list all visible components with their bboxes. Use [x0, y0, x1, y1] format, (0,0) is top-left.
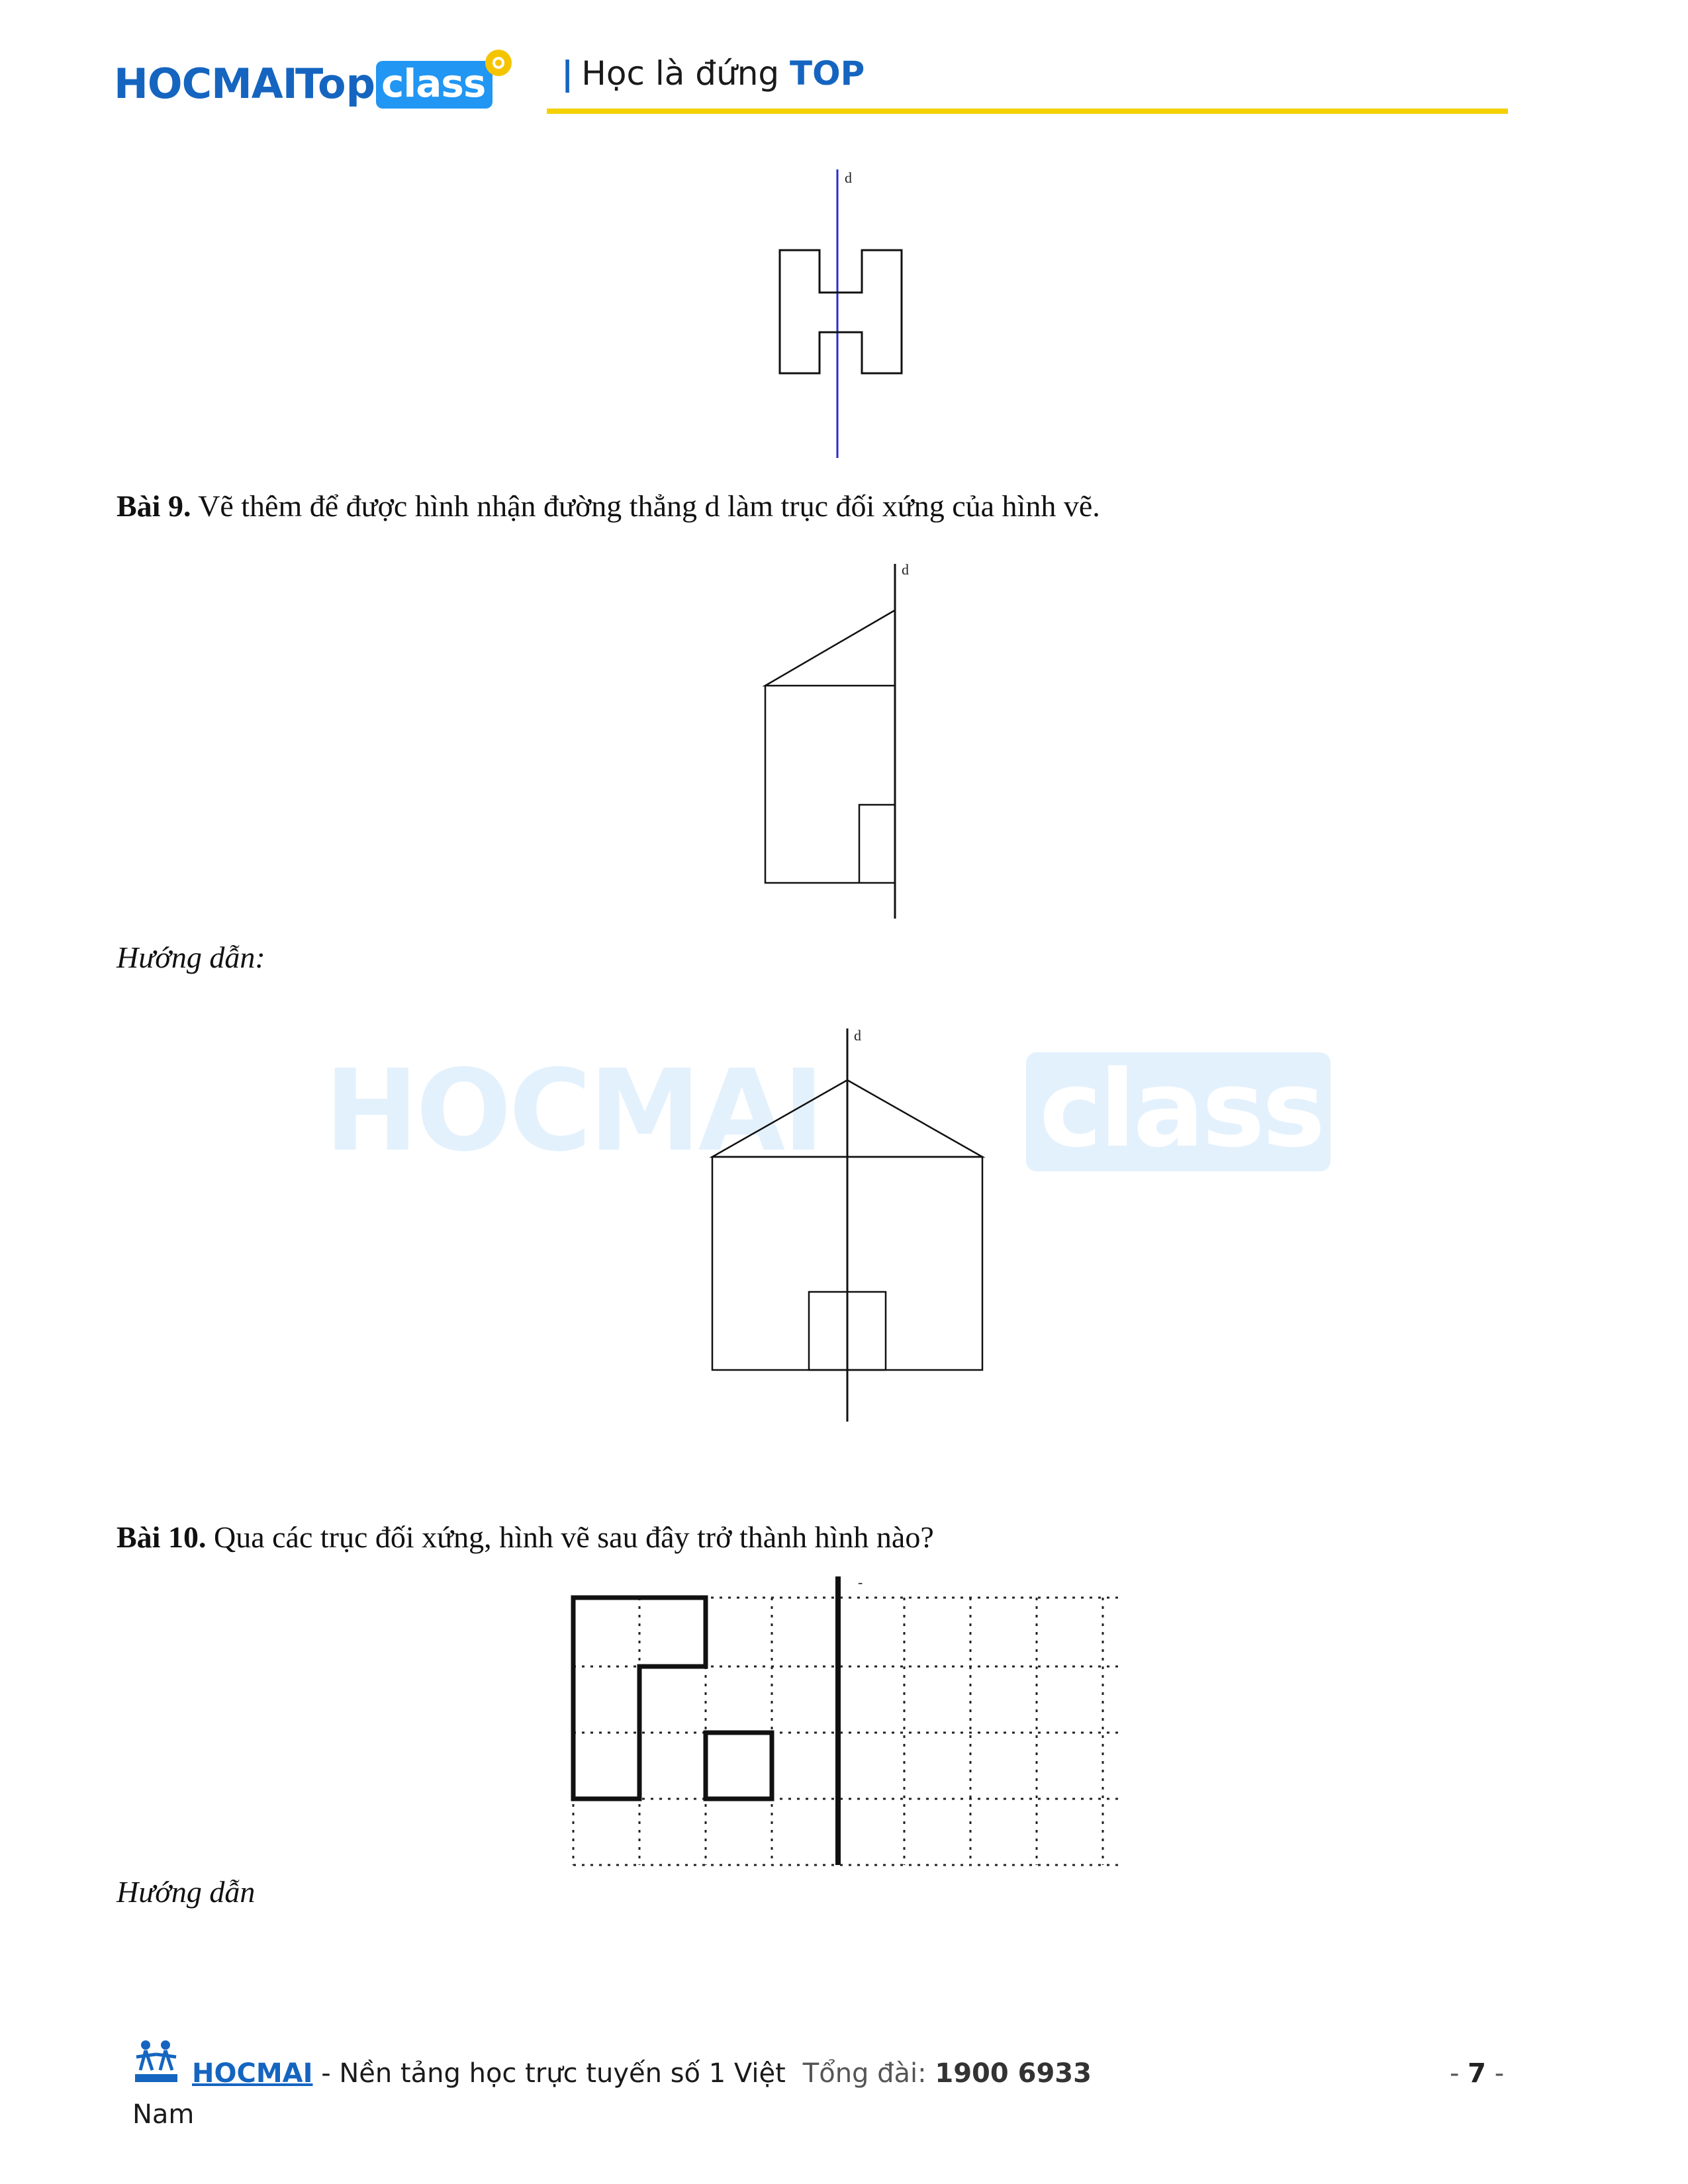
footer-phone-label: Tổng đài: [802, 2058, 935, 2089]
figure-grid [563, 1569, 1119, 1873]
axis-d-label: d [845, 169, 852, 186]
bai10-number: Bài 10. [117, 1520, 207, 1554]
footer-tagline [192, 2058, 1092, 2089]
dotted-grid [573, 1598, 1119, 1865]
page-number [1450, 2058, 1504, 2089]
small-square [706, 1733, 772, 1799]
slogan [561, 54, 865, 93]
axis-label: - [858, 1574, 863, 1590]
bai9-question [117, 488, 1100, 523]
bai10-text: Qua các trục đối xứng, hình vẽ sau đây trở thành hình nào? [213, 1520, 934, 1554]
footer [132, 2038, 1523, 2144]
slogan-text: Học là đứng [581, 54, 780, 93]
l-shape [573, 1598, 706, 1799]
footer-tagline-text: - Nền tảng học trực tuyến số 1 Việt [312, 2058, 786, 2089]
axis-d-label: d [902, 561, 909, 578]
bai9-guide: Hướng dẫn: [117, 940, 265, 974]
bai10-guide: Hướng dẫn [117, 1875, 256, 1909]
wall-half [765, 686, 895, 883]
figure-half-house [748, 556, 947, 927]
page-prefix: - [1450, 2058, 1468, 2089]
watermark-class: class [1039, 1047, 1323, 1171]
h-outline [780, 250, 902, 373]
footer-phone-number: 1900 6933 [935, 2058, 1092, 2089]
hocmai-people-icon [132, 2038, 180, 2085]
figure-full-house [695, 1019, 1000, 1430]
bai10-question [117, 1520, 934, 1555]
axis-d-label: d [854, 1027, 861, 1044]
footer-nam: Nam [132, 2099, 195, 2130]
logo-hocmai-text: HOCMAI [114, 60, 297, 108]
figure-h-shape [761, 165, 920, 463]
roof-half [765, 610, 895, 686]
logo-class-text: class [381, 61, 486, 106]
footer-phone [803, 2058, 1092, 2089]
header-divider [547, 109, 1508, 114]
watermark-hocmai: HOCMAI [324, 1046, 822, 1177]
flower-icon [482, 46, 515, 79]
door-half [859, 805, 895, 883]
slogan-top: TOP [790, 54, 865, 93]
slogan-bar: | [561, 54, 574, 93]
page-number-value: 7 [1468, 2058, 1486, 2089]
bai9-text: Vẽ thêm để được hình nhận đường thẳng d làm trục đối xứng của hình vẽ. [198, 489, 1100, 523]
logo-top-text: Top [295, 60, 376, 108]
page-suffix: - [1486, 2058, 1505, 2089]
bai9-number: Bài 9. [117, 489, 191, 523]
footer-brand-link[interactable]: HOCMAI [192, 2058, 313, 2089]
